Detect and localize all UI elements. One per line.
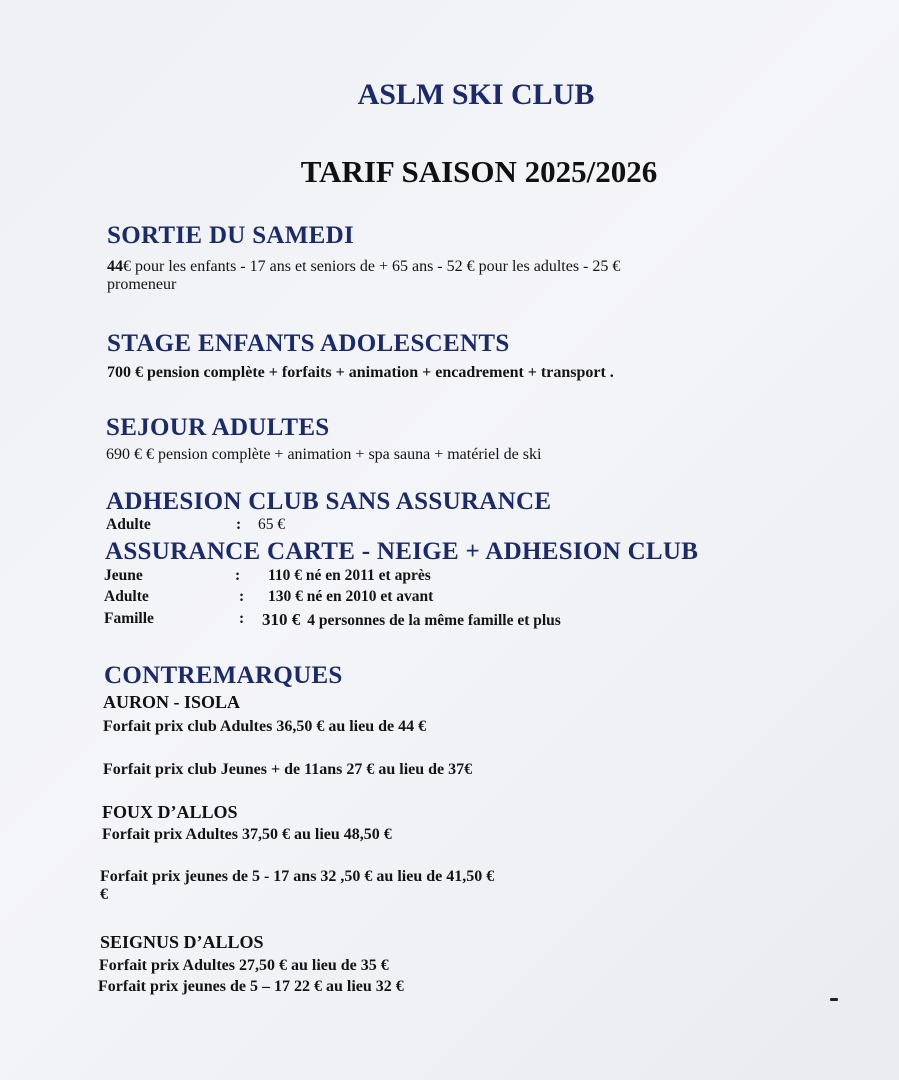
membership-value: 65 € xyxy=(258,516,286,533)
season-title: TARIF SAISON 2025/2026 xyxy=(300,154,658,189)
adult-stay-line: 690 € € pension complète + animation + spa sauna + matériel de ski xyxy=(106,446,542,463)
insurance-label: Famille xyxy=(104,610,154,627)
auron-title: AURON - ISOLA xyxy=(103,692,241,712)
kids-camp-heading: STAGE ENFANTS ADOLESCENTS xyxy=(107,330,510,357)
membership-heading: ADHESION CLUB SANS ASSURANCE xyxy=(106,488,552,515)
insurance-price: 310 € xyxy=(262,610,301,629)
insurance-label: Jeune xyxy=(104,567,143,584)
foux-title: FOUX D’ALLOS xyxy=(102,802,238,822)
insurance-row-famille xyxy=(104,610,561,630)
insurance-value: 4 personnes de la même famille et plus xyxy=(307,612,561,629)
insurance-row-adulte xyxy=(104,588,433,606)
saturday-line-2: promeneur xyxy=(107,276,177,293)
kids-camp-line: 700 € pension complète + forfaits + animation + encadrement + transport . xyxy=(107,364,614,381)
insurance-colon: : xyxy=(239,588,245,605)
auron-line-1: Forfait prix club Adultes 36,50 € au lieu de 44 € xyxy=(103,718,427,735)
saturday-heading: SORTIE DU SAMEDI xyxy=(107,222,355,249)
pen-mark xyxy=(830,998,838,1001)
seignus-line-1: Forfait prix Adultes 27,50 € au lieu de 35 € xyxy=(99,957,389,974)
membership-colon: : xyxy=(236,516,242,533)
seignus-line-2: Forfait prix jeunes de 5 – 17 22 € au lieu 32 € xyxy=(98,978,404,995)
insurance-row-jeune xyxy=(104,567,431,585)
foux-line-2: Forfait prix jeunes de 5 - 17 ans 32 ,50 € au lieu de 41,50 € xyxy=(100,868,495,885)
club-title: ASLM SKI CLUB xyxy=(357,78,595,111)
saturday-line-1 xyxy=(107,258,620,276)
countermarks-heading: CONTREMARQUES xyxy=(104,662,343,689)
membership-label: Adulte xyxy=(106,516,151,533)
insurance-colon: : xyxy=(235,567,241,584)
saturday-details: € pour les enfants - 17 ans et seniors de + 65 ans - 52 € pour les adultes - 25 € xyxy=(123,258,621,275)
foux-line-3: € xyxy=(100,886,108,903)
saturday-price: 44 xyxy=(107,258,123,275)
insurance-heading: ASSURANCE CARTE - NEIGE + ADHESION CLUB xyxy=(105,538,699,565)
adult-stay-heading: SEJOUR ADULTES xyxy=(106,414,330,441)
insurance-value: 110 € né en 2011 et après xyxy=(268,567,431,584)
membership-row xyxy=(106,516,285,534)
seignus-title: SEIGNUS D’ALLOS xyxy=(100,932,264,952)
auron-line-2: Forfait prix club Jeunes + de 11ans 27 € au lieu de 37€ xyxy=(103,761,473,778)
insurance-colon: : xyxy=(239,610,245,627)
insurance-label: Adulte xyxy=(104,588,149,605)
foux-line-1: Forfait prix Adultes 37,50 € au lieu 48,50 € xyxy=(102,826,392,843)
insurance-value: 130 € né en 2010 et avant xyxy=(268,588,434,605)
